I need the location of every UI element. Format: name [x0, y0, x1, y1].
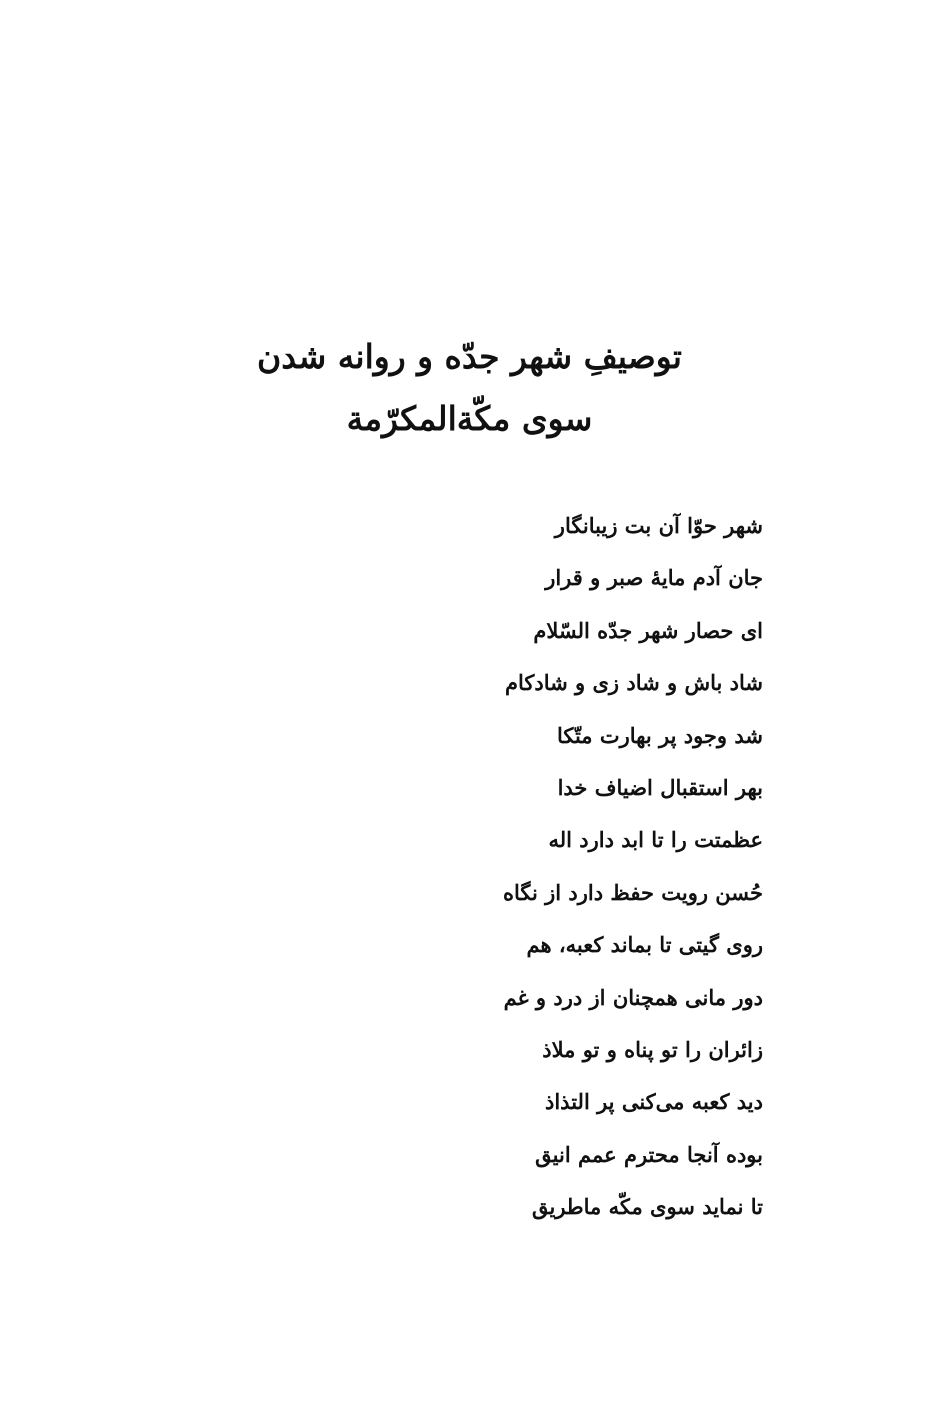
verse-line: حُسن رویت حفظ دارد از نگاه [502, 879, 763, 905]
verse-line: دور مانی همچنان از درد و غم [503, 984, 763, 1010]
verse-line: ای حصار شهر جدّه السّلام [533, 617, 763, 643]
verse-line: دید کعبه می‌کنی پر التذاذ [545, 1089, 763, 1115]
verse-line: بوده آنجا محترم عمم انیق [535, 1141, 763, 1167]
verse-line: شهر حوّا آن بت زیبانگار [554, 513, 763, 538]
verse-line: جان آدم مایۀ صبر و قرار [545, 565, 763, 591]
poem-title [0, 326, 935, 450]
verse-line: شد وجود پر بهارت متّکا [556, 722, 763, 748]
title-line-2: سوی مکّةالمکرّمة [346, 399, 593, 438]
verse-line: روی گیتی تا بماند کعبه، هم [526, 932, 763, 958]
poem-verses [423, 500, 763, 1233]
verse-line: زائران را تو پناه و تو ملاذ [542, 1036, 763, 1062]
verse-line: بهر استقبال اضیاف خدا [557, 774, 763, 800]
verse-line: شاد باش و شاد زی و شادکام [504, 670, 763, 696]
verse-line: عظمتت را تا ابد دارد اله [548, 827, 763, 853]
title-line-1: توصیفِ شهر جدّه و روانه شدن [257, 337, 682, 376]
verse-line: تا نماید سوی مکّه ماطریق [531, 1194, 763, 1220]
